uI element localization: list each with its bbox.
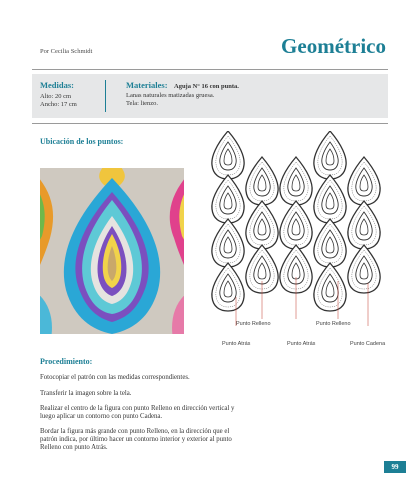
embroidery-photo xyxy=(40,168,184,334)
info-divider xyxy=(105,80,106,112)
author-byline: Por Cecilia Schmidt xyxy=(40,48,93,55)
procedure-step-3: Realizar el centro de la figura con punto Relleno en dirección vertical y luego aplicar un contorno con punto Cadena. xyxy=(40,405,235,421)
label-punto-atras-2: Punto Atrás xyxy=(287,341,316,347)
bottom-rule xyxy=(32,123,388,124)
label-punto-relleno-2: Punto Relleno xyxy=(316,321,351,327)
measures-title: Medidas: xyxy=(40,80,74,90)
materials-fabric: Tela: lienzo. xyxy=(126,100,159,107)
materials-title: Materiales: xyxy=(126,80,168,90)
page-title: Geométrico xyxy=(281,34,386,58)
materials-wool: Lanas naturales matizadas gruesa. xyxy=(126,92,215,99)
top-rule xyxy=(32,69,388,70)
procedure-title: Procedimiento: xyxy=(40,357,93,366)
label-punto-atras-1: Punto Atrás xyxy=(222,341,251,347)
stitch-pattern-diagram xyxy=(196,131,384,326)
measure-width: Ancho: 17 cm xyxy=(40,101,77,108)
measure-height: Alto: 20 cm xyxy=(40,93,72,100)
stitches-title: Ubicación de los puntos: xyxy=(40,137,124,146)
label-punto-relleno-1: Punto Relleno xyxy=(236,321,271,327)
procedure-step-2: Transferir la imagen sobre la tela. xyxy=(40,390,132,397)
procedure-step-4: Bordar la figura más grande con punto Relleno, en la dirección que el patrón indica, por último hacer un contorno interior y exterior al punto Relleno con punto Atrás. xyxy=(40,428,232,452)
label-punto-cadena: Punto Cadena xyxy=(350,341,386,347)
materials-needle: Aguja N° 16 con punta. xyxy=(174,83,239,90)
procedure-step-1: Fotocopiar el patrón con las medidas correspondientes. xyxy=(40,374,190,381)
page-number: 99 xyxy=(384,461,406,473)
